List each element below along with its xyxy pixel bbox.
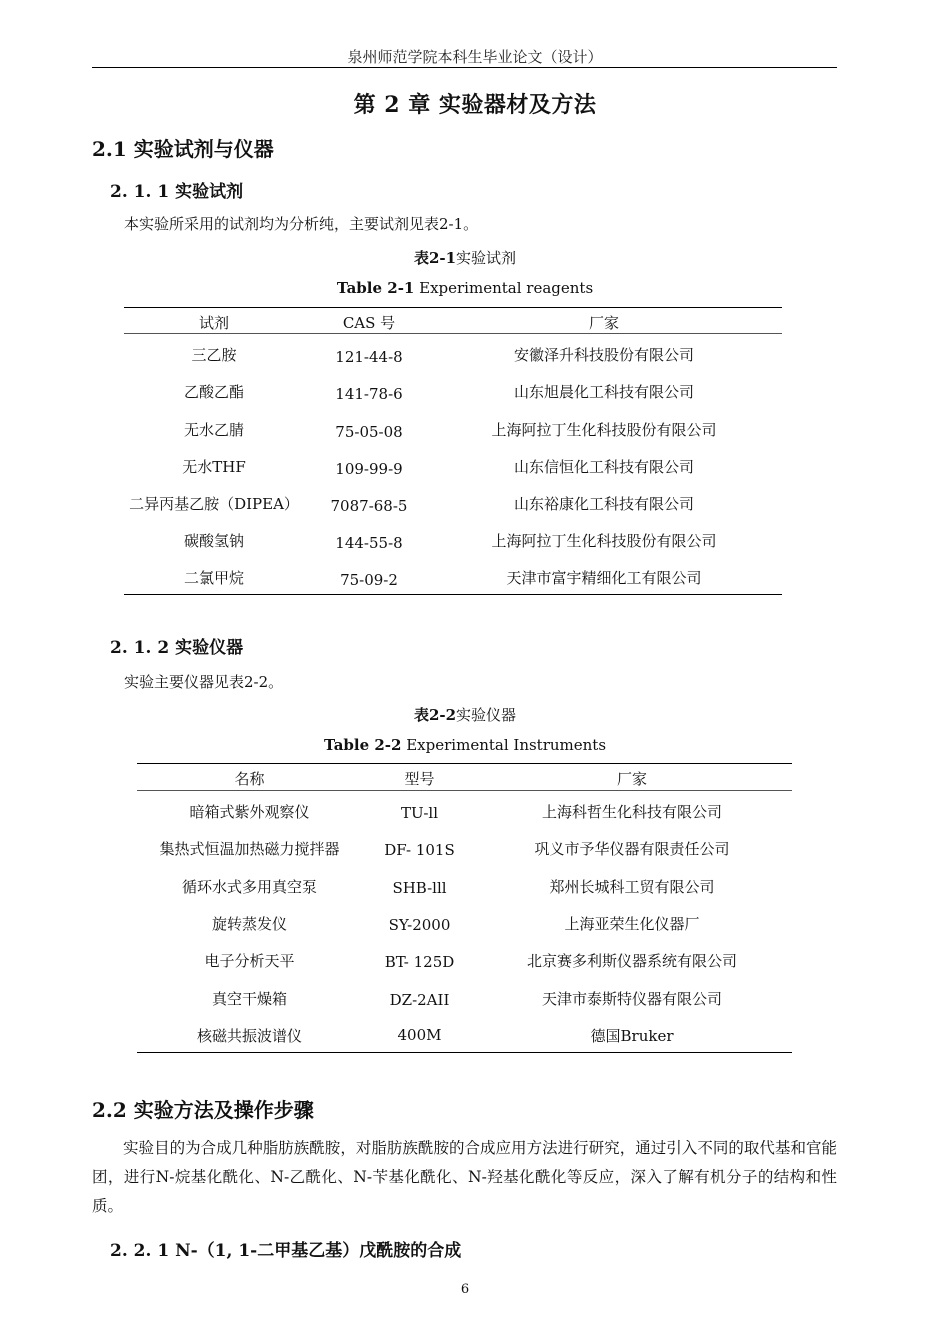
header-rule [92,67,837,68]
manufacturer: 上海亚荣生化仪器厂 [564,915,700,933]
reagent-name: 二氯甲烷 [183,569,244,587]
reagent-name: 三乙胺 [191,346,237,364]
table-row [124,493,782,517]
instrument-name: 电子分析天平 [204,952,295,970]
table-row [137,838,792,862]
cas-number: 109-99-9 [335,460,403,478]
cas-number: 75-05-08 [335,423,403,441]
cas-number: 144-55-8 [335,534,403,552]
header-cell: 型号 [404,770,435,788]
instrument-name: 循环水式多用真空泵 [181,878,317,896]
table-bottom-rule [137,1052,792,1053]
header-cell: 厂家 [588,314,619,332]
table-row [137,876,792,900]
table-row [124,567,782,591]
subsection-2-2-1-title: 2. 2. 1 N-（1, 1-二甲基乙基）戊酰胺的合成 [110,1241,462,1261]
cas-number: 75-09-2 [340,571,398,589]
chapter-title: 第 2 章 实验器材及方法 [353,92,597,118]
subsection-2-1-2-title: 2. 1. 2 实验仪器 [110,638,244,658]
table-top-rule [137,763,792,764]
manufacturer: 巩义市予华仪器有限责任公司 [534,840,730,858]
cas-number: 121-44-8 [335,348,403,366]
table-row [137,801,792,825]
header-cell: 试剂 [198,314,229,332]
manufacturer: 山东旭晨化工科技有限公司 [513,383,694,401]
table-header-rule [137,790,792,791]
section-2-2-paragraph [92,1134,837,1221]
cas-number: 141-78-6 [335,385,403,403]
caption-text: 实验仪器 [456,706,517,724]
paragraph-text: 实验目的为合成几种脂肪族酰胺，对脂肪族酰胺的合成应用方法进行研究，通过引入不同的取代基和官能团，进行N-烷基化酰化、N-乙酰化、N-苄基化酰化、N-羟基化酰化等反应，深入了解有机分子的结构和性质。 [92,1139,837,1215]
reagent-name: 无水乙腈 [183,421,244,439]
instrument-name: 暗箱式紫外观察仪 [189,803,310,821]
manufacturer: 山东信恒化工科技有限公司 [513,458,694,476]
manufacturer: 北京赛多利斯仪器系统有限公司 [526,952,737,970]
manufacturer: 安徽泽升科技股份有限公司 [513,346,694,364]
caption-label: Table 2-1 [336,279,415,297]
table-row [137,1025,792,1049]
subsection-2-1-1-title: 2. 1. 1 实验试剂 [110,182,244,202]
header-cell: 厂家 [616,770,647,788]
model-number: BT- 125D [384,953,455,971]
caption-text: Experimental reagents [414,279,594,297]
table-row [137,988,792,1012]
header-cell: CAS 号 [342,314,396,332]
reagent-name: 乙酸乙酯 [183,383,244,401]
table-header-rule [124,333,782,334]
manufacturer: 上海阿拉丁生化科技股份有限公司 [491,421,717,439]
section-2-1-title: 2.1 实验试剂与仪器 [92,137,274,161]
table-row [137,950,792,974]
table-2-1-caption-en [0,279,930,297]
table-row [124,344,782,368]
caption-label: 表2-1 [413,249,457,267]
model-number: SY-2000 [388,916,451,934]
table-top-rule [124,307,782,308]
table-row [137,913,792,937]
section-2-2-title: 2.2 实验方法及操作步骤 [92,1098,314,1122]
table-row [124,456,782,480]
instrument-name: 旋转蒸发仪 [211,915,287,933]
caption-label: Table 2-2 [323,736,402,754]
table-row [124,381,782,405]
running-header: 泉州师范学院本科生毕业论文（设计） [347,48,603,66]
manufacturer: 天津市富宇精细化工有限公司 [506,569,702,587]
caption-text: Experimental Instruments [401,736,607,754]
instrument-name: 真空干燥箱 [211,990,287,1008]
manufacturer: 天津市泰斯特仪器有限公司 [541,990,722,1008]
manufacturer: 上海科哲生化科技有限公司 [541,803,722,821]
model-number: DF- 101S [384,841,455,859]
caption-text: 实验试剂 [456,249,517,267]
table-header-row [137,768,792,792]
page-number: 6 [460,1282,470,1297]
table-row [124,530,782,554]
table-2-1-caption-cn [0,247,930,268]
model-number: SHB-lll [392,879,447,897]
reagent-name: 碳酸氢钠 [183,532,244,550]
table-row [124,419,782,443]
table-2-2-caption-en [0,736,930,754]
cas-number: 7087-68-5 [330,497,408,515]
manufacturer: 郑州长城科工贸有限公司 [549,878,715,896]
reagent-name: 二异丙基乙胺（DIPEA） [129,495,299,513]
table-bottom-rule [124,594,782,595]
manufacturer: 山东裕康化工科技有限公司 [513,495,694,513]
subsection-2-1-2-intro: 实验主要仪器见表2-2。 [124,673,284,691]
model-number: 400M [397,1026,442,1044]
header-cell: 名称 [234,770,265,788]
instrument-name: 核磁共振波谱仪 [196,1027,302,1045]
model-number: DZ-2AII [389,991,450,1009]
manufacturer: 上海阿拉丁生化科技股份有限公司 [491,532,717,550]
model-number: TU-ll [400,804,439,822]
reagent-name: 无水THF [182,458,246,476]
caption-label: 表2-2 [413,706,457,724]
instrument-name: 集热式恒温加热磁力搅拌器 [159,840,340,858]
subsection-2-1-1-intro: 本实验所采用的试剂均为分析纯，主要试剂见表2-1。 [124,215,479,233]
manufacturer: 德国Bruker [590,1027,674,1045]
table-2-2-caption-cn [0,704,930,725]
